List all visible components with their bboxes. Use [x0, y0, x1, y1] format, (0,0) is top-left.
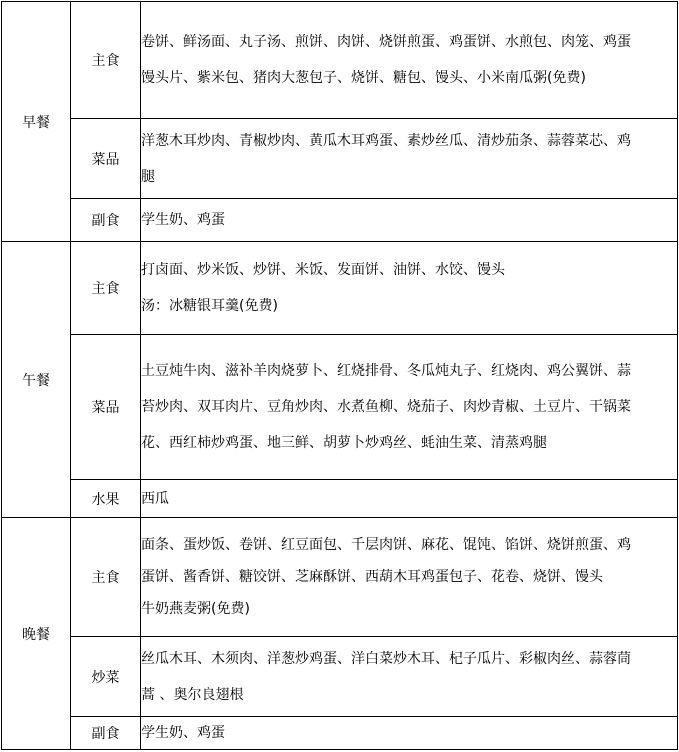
content-line: 土豆炖牛肉、滋补羊肉烧萝卜、红烧排骨、冬瓜炖丸子、红烧肉、鸡公翼饼、蒜 — [141, 363, 631, 379]
category-label: 水果 — [71, 480, 141, 518]
dinner-dishes-row — [2, 637, 678, 717]
content-line: 卷饼、鲜汤面、丸子汤、煎饼、肉饼、烧饼煎蛋、鸡蛋饼、水煎包、肉笼、鸡蛋 — [141, 34, 631, 50]
content-line: 蛋饼、酱香饼、糖饺饼、芝麻酥饼、西葫木耳鸡蛋包子、花卷、烧饼、馒头 — [141, 569, 603, 585]
category-content — [141, 2, 678, 119]
content-line: 学生奶、鸡蛋 — [141, 725, 225, 741]
category-label: 主食 — [71, 2, 141, 119]
content-line: 花、西红柿炒鸡蛋、地三鲜、胡萝卜炒鸡丝、蚝油生菜、清蒸鸡腿 — [141, 435, 547, 451]
dinner-staple-row — [2, 518, 678, 637]
category-content — [141, 199, 678, 242]
category-label: 菜品 — [71, 335, 141, 480]
category-content — [141, 518, 678, 637]
breakfast-side-row — [2, 199, 678, 242]
content-line: 丝瓜木耳、木须肉、洋葱炒鸡蛋、洋白菜炒木耳、杞子瓜片、彩椒肉丝、蒜蓉茼 — [141, 650, 631, 667]
category-label: 主食 — [71, 242, 141, 335]
content-line: 面条、蛋炒饭、卷饼、红豆面包、千层肉饼、麻花、馄饨、馅饼、烧饼煎蛋、鸡 — [141, 537, 631, 553]
lunch-staple-row — [2, 242, 678, 335]
category-content — [141, 480, 678, 518]
meal-menu-table — [1, 1, 678, 750]
category-content — [141, 637, 678, 717]
lunch-dishes-row — [2, 335, 678, 480]
lunch-fruit-row — [2, 480, 678, 518]
content-line: 馒头片、紫米包、猪肉大葱包子、烧饼、糖包、馒头、小米南瓜粥(免费) — [141, 70, 586, 86]
breakfast-dishes-row — [2, 119, 678, 199]
category-label: 菜品 — [71, 119, 141, 199]
content-line: 苔炒肉、双耳肉片、豆角炒肉、水煮鱼柳、烧茄子、肉炒青椒、土豆片、干锅菜 — [141, 399, 631, 415]
meal-label-lunch: 午餐 — [2, 242, 71, 518]
category-content — [141, 717, 678, 750]
category-content — [141, 119, 678, 199]
content-line: 蒿 、奥尔良翅根 — [141, 686, 244, 703]
content-line: 腿 — [141, 168, 155, 185]
category-label: 主食 — [71, 518, 141, 637]
category-label: 副食 — [71, 199, 141, 242]
content-line: 打卤面、炒米饭、炒饼、米饭、发面饼、油饼、水饺、馒头 — [141, 262, 505, 278]
meal-label-breakfast: 早餐 — [2, 2, 71, 242]
category-label: 副食 — [71, 717, 141, 750]
content-line: 洋葱木耳炒肉、青椒炒肉、黄瓜木耳鸡蛋、素炒丝瓜、清炒茄条、蒜蓉菜芯、鸡 — [141, 132, 631, 149]
meal-label-dinner: 晚餐 — [2, 518, 71, 750]
content-line: 学生奶、鸡蛋 — [141, 212, 225, 228]
category-content — [141, 335, 678, 480]
content-line: 汤：冰糖银耳羹(免费) — [141, 298, 278, 314]
dinner-side-row — [2, 717, 678, 750]
breakfast-staple-row — [2, 2, 678, 119]
content-line: 牛奶燕麦粥(免费) — [141, 601, 250, 617]
content-line: 西瓜 — [141, 490, 169, 507]
category-content — [141, 242, 678, 335]
category-label: 炒菜 — [71, 637, 141, 717]
